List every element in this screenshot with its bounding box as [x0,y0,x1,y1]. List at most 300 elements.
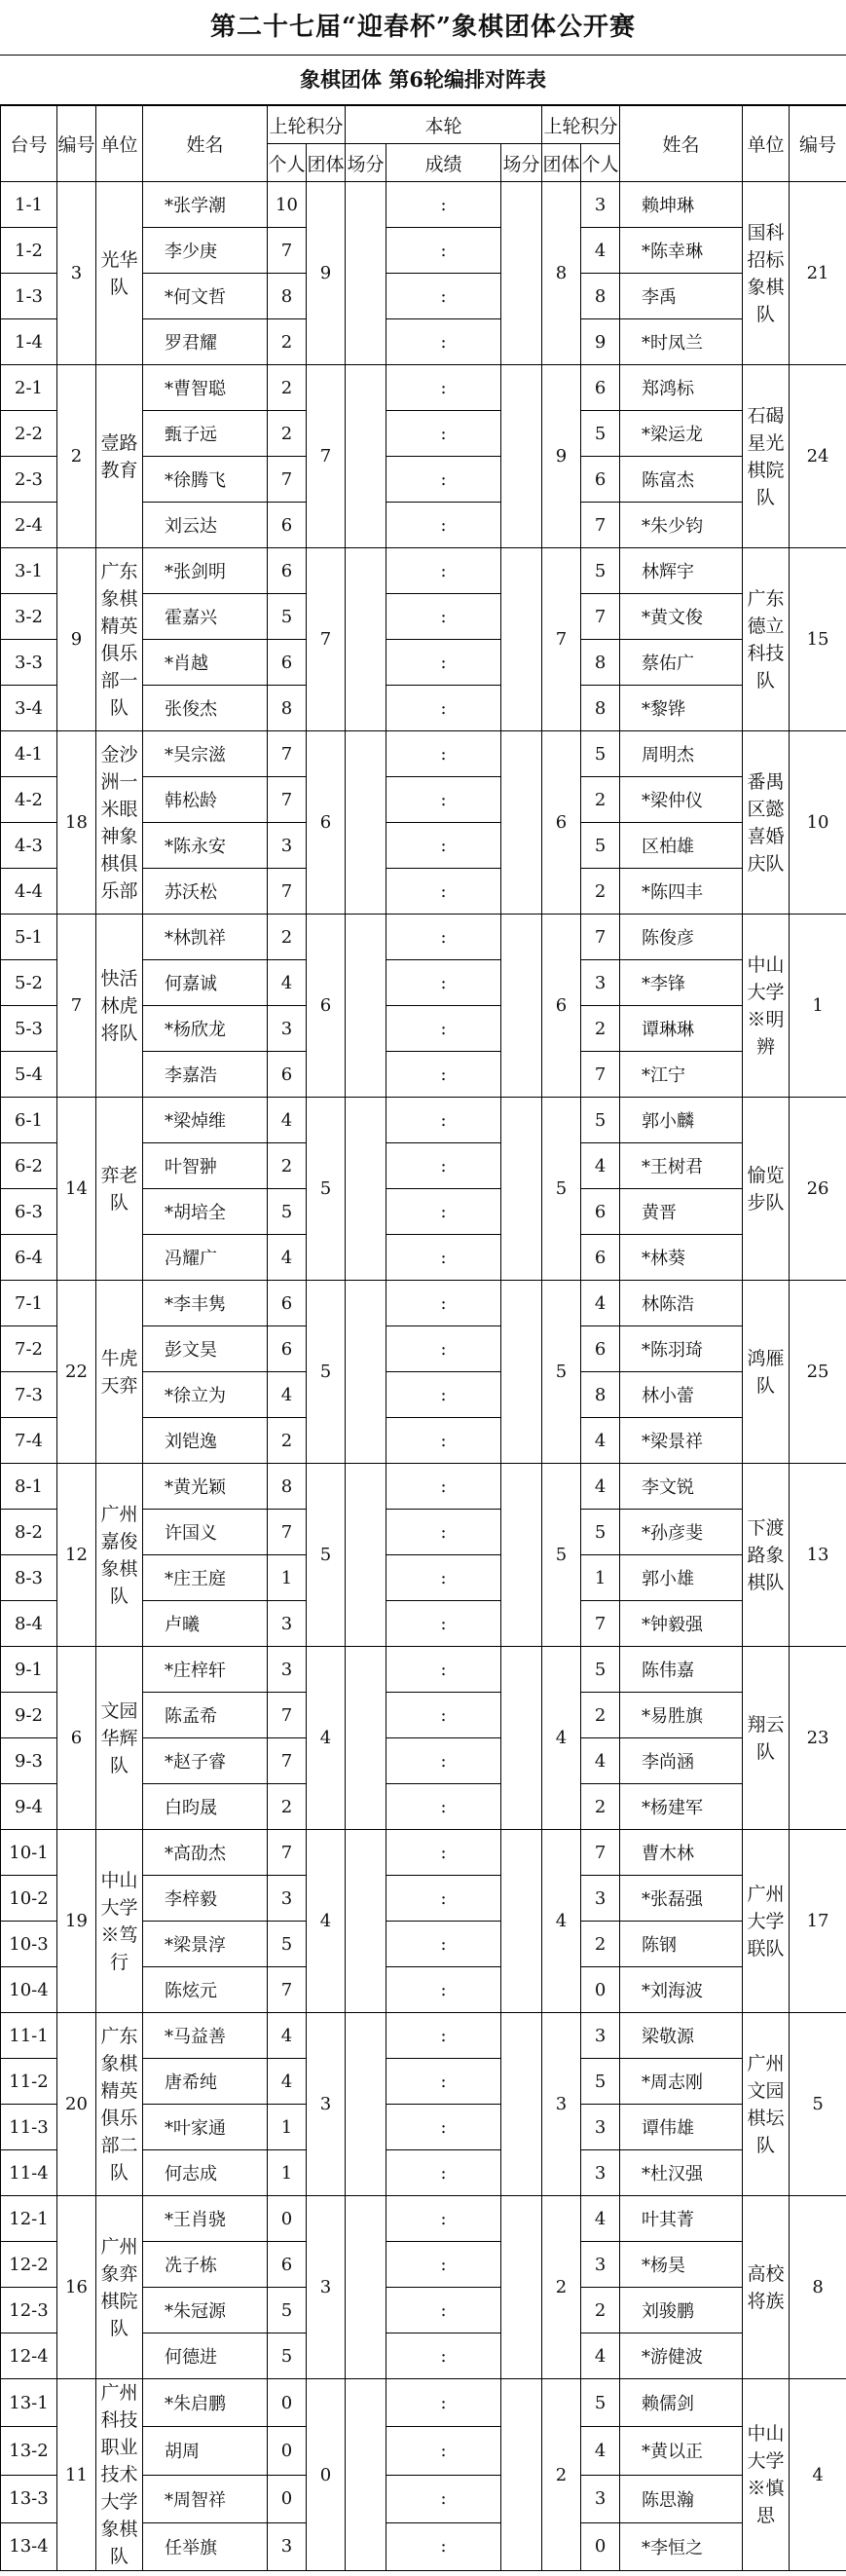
page-title: 第二十七届“迎春杯”象棋团体公开赛 [210,13,636,42]
player-name-a: *徐立为 [143,1372,268,1418]
prev-personal-b: 6 [581,457,620,503]
prev-team-b: 5 [542,1098,581,1281]
board-number: 12-1 [1,2196,57,2242]
prev-personal-b: 0 [581,2522,620,2570]
prev-personal-b: 8 [581,1372,620,1418]
player-name-b: *梁仲仪 [620,777,743,823]
result-cell: : [386,1326,501,1372]
player-name-b: *江宁 [620,1052,743,1098]
team-unit-a: 广东象棋精英俱乐部一队 [96,548,143,731]
team-code-a: 18 [57,731,96,915]
header-team-a: 团体 [307,144,346,182]
player-name-a: 唐希纯 [143,2059,268,2105]
prev-team-a: 7 [307,365,346,548]
team-code-a: 7 [57,915,96,1098]
prev-personal-a: 5 [268,594,307,640]
player-name-b: 陈俊彦 [620,915,743,960]
team-unit-b: 石碣星光棋院队 [743,365,790,548]
prev-personal-b: 0 [581,1967,620,2013]
prev-team-a: 6 [307,731,346,915]
player-name-b: 赖坤琳 [620,182,743,228]
team-unit-a: 中山大学※笃行 [96,1830,143,2013]
prev-team-b: 3 [542,2013,581,2196]
field-score-a [346,731,386,915]
table-row [1,2379,846,2427]
board-number: 11-3 [1,2105,57,2150]
field-score-a [346,182,386,365]
table-row [1,1281,846,1326]
prev-personal-a: 0 [268,2475,307,2522]
prev-personal-a: 3 [268,1876,307,1922]
header-prev-score-a: 上轮积分 [268,106,346,144]
team-unit-b: 国科招标象棋队 [743,182,790,365]
player-name-b: 李文锐 [620,1464,743,1510]
prev-personal-a: 2 [268,1143,307,1189]
board-number: 6-3 [1,1189,57,1235]
prev-personal-a: 10 [268,182,307,228]
prev-personal-a: 7 [268,731,307,777]
prev-personal-a: 4 [268,2059,307,2105]
board-number: 9-4 [1,1784,57,1830]
board-number: 12-3 [1,2288,57,2333]
prev-personal-b: 5 [581,1647,620,1693]
table-row [1,2013,846,2059]
player-name-b: 林小蕾 [620,1372,743,1418]
field-score-a [346,1281,386,1464]
player-name-b: *李恒之 [620,2522,743,2570]
board-number: 5-1 [1,915,57,960]
player-name-a: *吴宗滋 [143,731,268,777]
board-number: 7-2 [1,1326,57,1372]
team-unit-a: 弈老队 [96,1098,143,1281]
result-cell: : [386,2379,501,2427]
board-number: 9-3 [1,1738,57,1784]
prev-personal-a: 6 [268,1281,307,1326]
prev-personal-a: 1 [268,2150,307,2196]
table-body [1,182,846,2571]
prev-personal-a: 7 [268,777,307,823]
header-code-a: 编号 [57,106,96,182]
prev-team-b: 2 [542,2379,581,2571]
player-name-b: *梁运龙 [620,411,743,457]
field-score-b [501,2379,542,2571]
player-name-b: 林辉宇 [620,548,743,594]
field-score-a [346,2379,386,2571]
table-row [1,2196,846,2242]
board-number: 1-1 [1,182,57,228]
player-name-a: 张俊杰 [143,686,268,731]
player-name-a: 罗君耀 [143,319,268,365]
board-number: 2-1 [1,365,57,411]
board-number: 11-4 [1,2150,57,2196]
player-name-b: 谭琳琳 [620,1006,743,1052]
prev-team-b: 5 [542,1281,581,1464]
team-code-a: 22 [57,1281,96,1464]
prev-personal-a: 7 [268,1830,307,1876]
player-name-a: 李梓毅 [143,1876,268,1922]
prev-personal-a: 5 [268,2288,307,2333]
team-code-a: 2 [57,365,96,548]
header-name-b: 姓名 [620,106,743,182]
result-cell: : [386,869,501,915]
board-number: 10-4 [1,1967,57,2013]
team-code-a: 16 [57,2196,96,2379]
player-name-a: *梁焯维 [143,1098,268,1143]
prev-personal-b: 6 [581,1326,620,1372]
player-name-b: 黄晋 [620,1189,743,1235]
player-name-b: *游健波 [620,2333,743,2379]
player-name-a: *叶家通 [143,2105,268,2150]
prev-team-b: 7 [542,548,581,731]
table-row [1,182,846,228]
player-name-b: 李尚涵 [620,1738,743,1784]
prev-team-a: 4 [307,1830,346,2013]
field-score-b [501,1281,542,1464]
result-cell: : [386,1693,501,1738]
team-unit-b: 番禺区懿喜婚庆队 [743,731,790,915]
team-code-b: 10 [790,731,846,915]
player-name-b: *孙彦斐 [620,1510,743,1555]
prev-personal-b: 4 [581,228,620,274]
field-score-a [346,1464,386,1647]
player-name-b: *陈幸琳 [620,228,743,274]
team-unit-a: 广东象棋精英俱乐部二队 [96,2013,143,2196]
player-name-b: *刘海波 [620,1967,743,2013]
result-cell: : [386,1555,501,1601]
player-name-a: *朱启鹏 [143,2379,268,2427]
team-code-a: 9 [57,548,96,731]
result-cell: : [386,1967,501,2013]
player-name-b: 赖儒剑 [620,2379,743,2427]
header-prev-score-b: 上轮积分 [542,106,620,144]
player-name-a: 胡周 [143,2427,268,2475]
player-name-a: 刘铠逸 [143,1418,268,1464]
player-name-a: 任举旗 [143,2522,268,2570]
team-code-b: 1 [790,915,846,1098]
field-score-b [501,915,542,1098]
prev-personal-b: 5 [581,2379,620,2427]
team-unit-a: 壹路教育 [96,365,143,548]
prev-team-b: 5 [542,1464,581,1647]
board-number: 10-2 [1,1876,57,1922]
prev-personal-b: 2 [581,1922,620,1967]
field-score-a [346,1830,386,2013]
table-row [1,548,846,594]
board-number: 4-1 [1,731,57,777]
header-this-round: 本轮 [346,106,542,144]
board-number: 3-3 [1,640,57,686]
prev-team-a: 3 [307,2013,346,2196]
prev-personal-b: 3 [581,2242,620,2288]
prev-personal-a: 3 [268,1647,307,1693]
prev-personal-b: 9 [581,319,620,365]
prev-personal-a: 7 [268,1967,307,2013]
result-cell: : [386,2288,501,2333]
player-name-b: 叶其菁 [620,2196,743,2242]
player-name-b: 陈钢 [620,1922,743,1967]
team-code-b: 4 [790,2379,846,2571]
player-name-b: 蔡佑广 [620,640,743,686]
result-cell: : [386,2522,501,2570]
player-name-b: *易胜旗 [620,1693,743,1738]
prev-personal-a: 8 [268,274,307,319]
player-name-a: *李丰隽 [143,1281,268,1326]
player-name-b: 梁敬源 [620,2013,743,2059]
player-name-a: 冼子栋 [143,2242,268,2288]
player-name-a: 刘云达 [143,503,268,548]
team-code-b: 21 [790,182,846,365]
player-name-a: 叶智翀 [143,1143,268,1189]
result-cell: : [386,2196,501,2242]
result-cell: : [386,1510,501,1555]
prev-personal-a: 2 [268,411,307,457]
prev-personal-a: 3 [268,2522,307,2570]
prev-personal-a: 2 [268,365,307,411]
table-row [1,731,846,777]
prev-personal-a: 6 [268,1326,307,1372]
team-code-a: 3 [57,182,96,365]
prev-team-a: 5 [307,1464,346,1647]
result-cell: : [386,365,501,411]
field-score-b [501,548,542,731]
player-name-b: 李禹 [620,274,743,319]
player-name-a: 许国义 [143,1510,268,1555]
prev-personal-a: 0 [268,2427,307,2475]
prev-personal-a: 5 [268,2333,307,2379]
player-name-a: 李少庚 [143,228,268,274]
player-name-b: 郑鸿标 [620,365,743,411]
team-unit-a: 广州象弈棋院队 [96,2196,143,2379]
result-cell: : [386,1235,501,1281]
player-name-b: *朱少钧 [620,503,743,548]
result-cell: : [386,1281,501,1326]
prev-personal-b: 2 [581,2288,620,2333]
header-result: 成绩 [386,144,501,182]
field-score-b [501,1464,542,1647]
prev-personal-a: 4 [268,2013,307,2059]
player-name-a: 何嘉诚 [143,960,268,1006]
prev-personal-b: 8 [581,640,620,686]
player-name-a: 卢曦 [143,1601,268,1647]
header-unit-a: 单位 [96,106,143,182]
player-name-a: *杨欣龙 [143,1006,268,1052]
player-name-b: *黎铧 [620,686,743,731]
prev-personal-a: 5 [268,1922,307,1967]
player-name-a: *庄梓轩 [143,1647,268,1693]
header-code-b: 编号 [790,106,846,182]
player-name-a: *赵子睿 [143,1738,268,1784]
prev-personal-b: 2 [581,869,620,915]
result-cell: : [386,503,501,548]
prev-personal-b: 2 [581,777,620,823]
board-number: 2-4 [1,503,57,548]
team-unit-b: 翔云队 [743,1647,790,1830]
result-cell: : [386,1189,501,1235]
team-code-b: 17 [790,1830,846,2013]
result-cell: : [386,686,501,731]
prev-personal-a: 0 [268,2196,307,2242]
prev-personal-b: 4 [581,2427,620,2475]
prev-personal-a: 6 [268,640,307,686]
prev-personal-a: 7 [268,1510,307,1555]
team-code-a: 12 [57,1464,96,1647]
header-field-b: 场分 [501,144,542,182]
team-unit-b: 下渡路象棋队 [743,1464,790,1647]
player-name-b: 刘骏鹏 [620,2288,743,2333]
board-number: 4-3 [1,823,57,869]
prev-team-a: 0 [307,2379,346,2571]
field-score-b [501,182,542,365]
prev-personal-b: 2 [581,1006,620,1052]
player-name-a: 韩松龄 [143,777,268,823]
field-score-a [346,2013,386,2196]
board-number: 10-3 [1,1922,57,1967]
pairing-table [0,105,846,2571]
prev-personal-a: 6 [268,503,307,548]
field-score-b [501,1830,542,2013]
board-number: 3-2 [1,594,57,640]
table-row [1,915,846,960]
page-subtitle: 象棋团体 第6轮编排对阵表 [0,55,846,105]
board-number: 5-2 [1,960,57,1006]
team-unit-b: 愉览步队 [743,1098,790,1281]
team-unit-b: 广州大学联队 [743,1830,790,2013]
team-unit-a: 光华队 [96,182,143,365]
field-score-a [346,915,386,1098]
prev-personal-a: 8 [268,686,307,731]
player-name-a: *高劭杰 [143,1830,268,1876]
prev-personal-b: 4 [581,1464,620,1510]
result-cell: : [386,411,501,457]
result-cell: : [386,2105,501,2150]
player-name-b: *杨建军 [620,1784,743,1830]
player-name-b: *陈四丰 [620,869,743,915]
result-cell: : [386,2013,501,2059]
result-cell: : [386,2150,501,2196]
board-number: 9-2 [1,1693,57,1738]
prev-personal-a: 7 [268,457,307,503]
prev-personal-b: 3 [581,1876,620,1922]
prev-personal-b: 3 [581,2475,620,2522]
player-name-b: *李锋 [620,960,743,1006]
board-number: 7-3 [1,1372,57,1418]
prev-personal-b: 7 [581,594,620,640]
result-cell: : [386,228,501,274]
prev-personal-b: 2 [581,1784,620,1830]
player-name-b: 林陈浩 [620,1281,743,1326]
prev-personal-b: 5 [581,1510,620,1555]
prev-team-a: 4 [307,1647,346,1830]
result-cell: : [386,1098,501,1143]
team-unit-b: 高校将族 [743,2196,790,2379]
prev-personal-a: 1 [268,2105,307,2150]
board-number: 6-2 [1,1143,57,1189]
board-number: 4-4 [1,869,57,915]
header-field-a: 场分 [346,144,386,182]
player-name-b: 区柏雄 [620,823,743,869]
prev-personal-b: 4 [581,1143,620,1189]
team-unit-a: 牛虎天弈 [96,1281,143,1464]
prev-personal-a: 7 [268,1738,307,1784]
board-number: 6-1 [1,1098,57,1143]
prev-personal-a: 6 [268,548,307,594]
result-cell: : [386,274,501,319]
table-row [1,1464,846,1510]
prev-personal-a: 4 [268,1372,307,1418]
team-code-b: 25 [790,1281,846,1464]
player-name-a: 白昀晟 [143,1784,268,1830]
prev-personal-a: 5 [268,1189,307,1235]
result-cell: : [386,960,501,1006]
team-unit-b: 鸿雁队 [743,1281,790,1464]
prev-personal-b: 5 [581,823,620,869]
team-code-b: 13 [790,1464,846,1647]
header-personal-a: 个人 [268,144,307,182]
board-number: 8-2 [1,1510,57,1555]
prev-personal-b: 5 [581,2059,620,2105]
player-name-a: 陈孟希 [143,1693,268,1738]
prev-personal-a: 2 [268,1784,307,1830]
table-row [1,1098,846,1143]
prev-personal-b: 7 [581,1052,620,1098]
board-number: 4-2 [1,777,57,823]
prev-personal-b: 8 [581,274,620,319]
prev-personal-b: 4 [581,2333,620,2379]
field-score-b [501,1647,542,1830]
prev-team-a: 3 [307,2196,346,2379]
prev-personal-b: 3 [581,2013,620,2059]
result-cell: : [386,1738,501,1784]
team-code-b: 5 [790,2013,846,2196]
prev-team-b: 4 [542,1830,581,2013]
player-name-a: *马益善 [143,2013,268,2059]
team-unit-a: 金沙洲一米眼神象棋俱乐部 [96,731,143,915]
team-unit-b: 中山大学※明辨 [743,915,790,1098]
prev-personal-a: 6 [268,2242,307,2288]
prev-personal-b: 3 [581,2150,620,2196]
prev-personal-b: 2 [581,1693,620,1738]
player-name-b: 陈富杰 [620,457,743,503]
prev-team-b: 4 [542,1647,581,1830]
board-number: 12-2 [1,2242,57,2288]
player-name-b: 郭小雄 [620,1555,743,1601]
team-code-a: 19 [57,1830,96,2013]
board-number: 11-1 [1,2013,57,2059]
table-row [1,365,846,411]
field-score-a [346,1098,386,1281]
prev-team-b: 9 [542,365,581,548]
board-number: 3-1 [1,548,57,594]
player-name-a: 彭文昊 [143,1326,268,1372]
player-name-b: *钟毅强 [620,1601,743,1647]
field-score-b [501,365,542,548]
board-number: 13-4 [1,2522,57,2570]
prev-personal-b: 6 [581,1235,620,1281]
field-score-b [501,2013,542,2196]
prev-personal-a: 1 [268,1555,307,1601]
result-cell: : [386,457,501,503]
player-name-b: *杨昊 [620,2242,743,2288]
header-board: 台号 [1,106,57,182]
player-name-b: *梁景祥 [620,1418,743,1464]
player-name-b: *王树君 [620,1143,743,1189]
board-number: 13-3 [1,2475,57,2522]
team-code-b: 24 [790,365,846,548]
prev-team-a: 9 [307,182,346,365]
prev-personal-b: 3 [581,182,620,228]
result-cell: : [386,1784,501,1830]
result-cell: : [386,1418,501,1464]
